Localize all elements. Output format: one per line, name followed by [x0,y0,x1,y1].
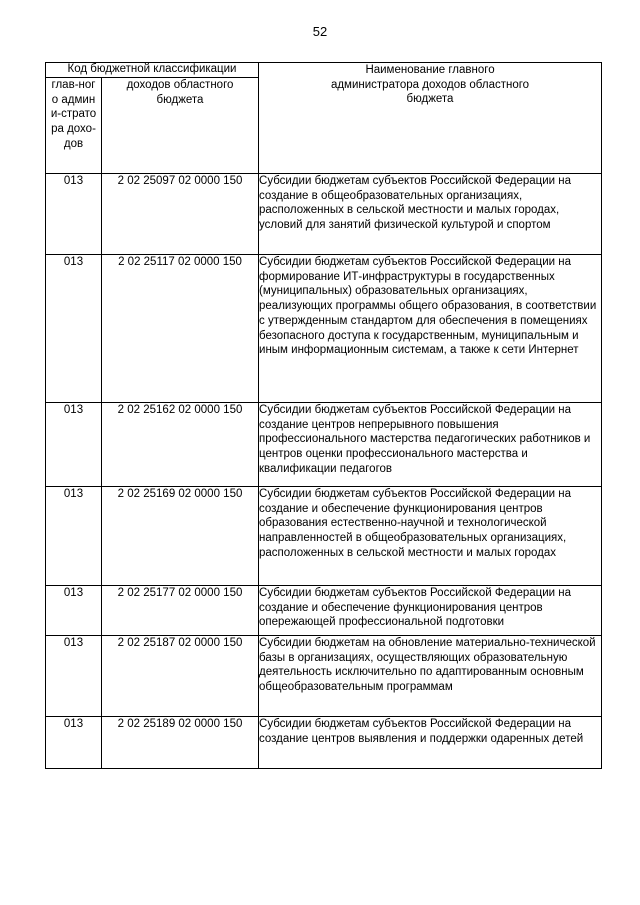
table-row [46,487,602,586]
income-code-cell: 2 02 25187 02 0000 150 [102,636,259,717]
header-budget-classification-code: Код бюджетной классификации [46,63,259,78]
income-code-cell: 2 02 25169 02 0000 150 [102,487,259,586]
table-row [46,586,602,636]
income-name-cell: Субсидии бюджетам субъектов Российской Федерации на создание и обеспечение функционирования центров опережающей профессиональной подготовки [259,586,602,636]
income-name-cell: Субсидии бюджетам субъектов Российской Федерации на создание центров непрерывного повышения профессионального мастерства педагогических работников и центров оценки профессионального мастерства и квалификации педагогов [259,403,602,487]
admin-code-cell: 013 [46,403,102,487]
income-name-cell: Субсидии бюджетам субъектов Российской Федерации на создание центров выявления и поддержки одаренных детей [259,717,602,769]
income-name-cell: Субсидии бюджетам субъектов Российской Федерации на формирование ИТ-инфраструктуры в государственных (муниципальных) образовательных организациях, реализующих программы общего образования, в соответствии с утвержденным стандартом для обеспечения в помещениях безопасного доступа к государственным, муниципальным и иным информационным системам, а также к сети Интернет [259,255,602,403]
table-row [46,403,602,487]
admin-code-cell: 013 [46,255,102,403]
income-name-cell: Субсидии бюджетам субъектов Российской Федерации на создание и обеспечение функционирования центров образования естественно-научной и технологической направленностей в общеобразовательных организациях, расположенных в сельской местности и малых городах [259,487,602,586]
table-row [46,717,602,769]
admin-code-cell: 013 [46,636,102,717]
income-code-cell: 2 02 25162 02 0000 150 [102,403,259,487]
table-row [46,174,602,255]
budget-classification-table [45,62,602,769]
income-code-cell: 2 02 25177 02 0000 150 [102,586,259,636]
admin-code-cell: 013 [46,174,102,255]
income-code-cell: 2 02 25189 02 0000 150 [102,717,259,769]
admin-code-cell: 013 [46,586,102,636]
income-name-cell: Субсидии бюджетам субъектов Российской Федерации на создание в общеобразовательных организациях, расположенных в сельской местности и малых городах, условий для занятий физической культурой и спортом [259,174,602,255]
admin-code-cell: 013 [46,717,102,769]
income-code-cell: 2 02 25117 02 0000 150 [102,255,259,403]
admin-code-cell: 013 [46,487,102,586]
table-row [46,636,602,717]
header-regional-budget-income: доходов областного бюджета [102,78,259,174]
table-row [46,255,602,403]
income-code-cell: 2 02 25097 02 0000 150 [102,174,259,255]
header-administrator-name: Наименование главного администратора доходов областного бюджета [259,63,602,174]
header-chief-administrator: глав-ного админи-стратора дохо-дов [46,78,102,174]
income-name-cell: Субсидии бюджетам на обновление материально-технической базы в организациях, осуществляющих образовательную деятельность исключительно по адаптированным основным общеобразовательным программам [259,636,602,717]
page-number: 52 [312,24,328,39]
